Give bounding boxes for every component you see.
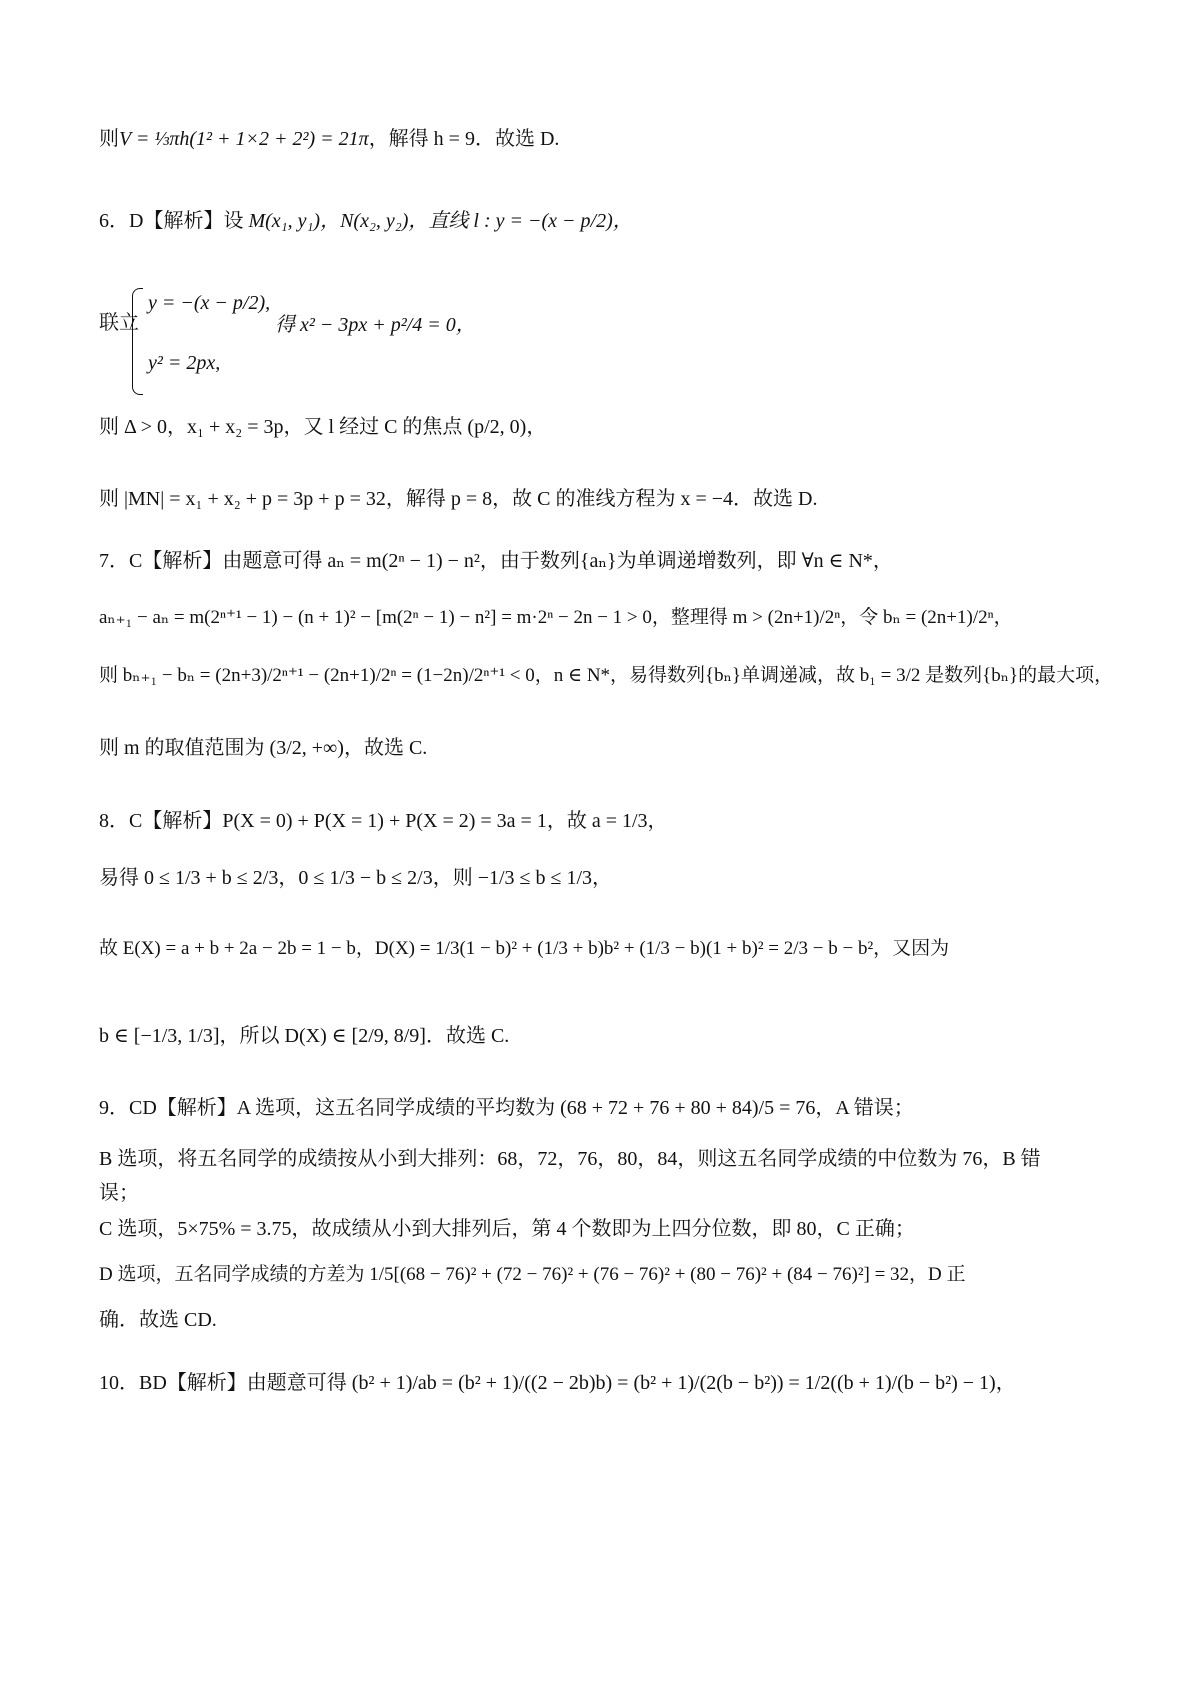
- q9-line5-text: D 选项，五名同学成绩的方差为 1/5[(68 − 76)² + (72 − 76)² + (76 − 76)² + (80 − 76)² + (84 − 76)²] = 32，D 正: [99, 1264, 966, 1285]
- q8-line1-text: 8．C【解析】P(X = 0) + P(X = 1) + P(X = 2) = 3a = 1，故 a = 1/3，: [99, 810, 668, 832]
- q8-line4-text: b ∈ [−1/3, 1/3]，所以 D(X) ∈ [2/9, 8/9]．故选 C.: [99, 1025, 510, 1047]
- solution-9-line-5: [99, 1262, 1120, 1288]
- solution-10-line-1: [99, 1370, 1120, 1396]
- solution-9-line-3: [99, 1180, 1120, 1206]
- system-brace: [132, 288, 143, 395]
- q6-head: 6．D【解析】设: [99, 210, 244, 232]
- solution-9-line-2: [99, 1146, 1120, 1172]
- solution-9-line-1: [99, 1095, 1120, 1121]
- q6-eq2-text: y² = 2px,: [148, 352, 221, 374]
- solution-7-line-4: [99, 735, 1120, 761]
- solution-8-line-2: [99, 865, 1120, 891]
- q10-line1-text: 10．BD【解析】由题意可得 (b² + 1)/ab = (b² + 1)/((2 − 2b)b) = (b² + 1)/(2(b − b²)) = 1/2((b + 1)/(b − b²) − 1)，: [99, 1372, 1016, 1394]
- q8-line3-text: 故 E(X) = a + b + 2a − 2b = 1 − b，D(X) = 1/3(1 − b)² + (1/3 + b)b² + (1/3 − b)(1 + b)² = 2/3 − b − b²，又因为: [99, 938, 950, 959]
- q9-line2-text: B 选项，将五名同学的成绩按从小到大排列：68，72，76，80，84，则这五名同学成绩的中位数为 76，B 错: [99, 1148, 1041, 1170]
- l1-formula: V = ⅓πh(1² + 1×2 + 2²) = 21π: [119, 128, 369, 150]
- solution-5-conclusion: [99, 126, 1120, 152]
- q6-line3-text: 则 Δ > 0，x₁ + x₂ = 3p，又 l 经过 C 的焦点 (p/2, 0)，: [99, 416, 547, 438]
- q8-line2-text: 易得 0 ≤ 1/3 + b ≤ 2/3，0 ≤ 1/3 − b ≤ 2/3，则 −1/3 ≤ b ≤ 1/3，: [99, 867, 613, 889]
- solution-6-line-1: [99, 208, 1120, 234]
- solution-9-line-6: [99, 1307, 1120, 1333]
- q7-line1-text: 7．C【解析】由题意可得 aₙ = m(2ⁿ − 1) − n²，由于数列{aₙ}为单调递增数列，即 ∀n ∈ N*，: [99, 550, 893, 572]
- q6-lian-text: 联立: [99, 312, 139, 334]
- solution-8-line-4: [99, 1023, 1120, 1049]
- q6-points: M(x₁, y₁)，N(x₂, y₂)，直线 l : y = −(x − p/2)，: [248, 210, 633, 232]
- solution-7-line-3: [99, 663, 1120, 689]
- q6-result-text: 得 x² − 3px + p²/4 = 0，: [275, 314, 476, 336]
- q7-line3-text: 则 bₙ₊₁ − bₙ = (2n+3)/2ⁿ⁺¹ − (2n+1)/2ⁿ = (1−2n)/2ⁿ⁺¹ < 0，n ∈ N*，易得数列{bₙ}单调递减，故 b₁ = 3/2 是数列{bₙ}的最大项，: [99, 665, 1114, 686]
- q9-line6-text: 确．故选 CD.: [99, 1309, 217, 1331]
- solution-7-line-1: [99, 548, 1120, 574]
- solution-7-line-2: [99, 605, 1120, 631]
- q6-system-eq2: [148, 350, 1120, 376]
- q6-eq1-text: y = −(x − p/2),: [148, 292, 271, 314]
- q7-line4-text: 则 m 的取值范围为 (3/2, +∞)，故选 C.: [99, 737, 428, 759]
- q7-line2-text: aₙ₊₁ − aₙ = m(2ⁿ⁺¹ − 1) − (n + 1)² − [m(2ⁿ − 1) − n²] = m·2ⁿ − 2n − 1 > 0，整理得 m > (2n+1)/2ⁿ，令 bₙ = (2n+1)/2ⁿ，: [99, 607, 1013, 628]
- l1-post: ，解得 h = 9．故选 D.: [368, 128, 560, 150]
- solution-8-line-1: [99, 808, 1120, 834]
- q9-line1-text: 9．CD【解析】A 选项，这五名同学成绩的平均数为 (68 + 72 + 76 + 80 + 84)/5 = 76，A 错误；: [99, 1097, 914, 1119]
- q9-line4-text: C 选项，5×75% = 3.75，故成绩从小到大排列后，第 4 个数即为上四分位数，即 80，C 正确；: [99, 1218, 915, 1240]
- q9-line3-text: 误；: [99, 1182, 139, 1204]
- q6-result: [275, 312, 1120, 338]
- solution-6-line-4: [99, 486, 1120, 512]
- q6-line4-text: 则 |MN| = x₁ + x₂ + p = 3p + p = 32，解得 p = 8，故 C 的准线方程为 x = −4．故选 D.: [99, 488, 818, 510]
- solution-6-line-3: [99, 414, 1120, 440]
- solution-9-line-4: [99, 1216, 1120, 1242]
- l1-text: 则: [99, 128, 119, 150]
- solution-8-line-3: [99, 936, 1120, 962]
